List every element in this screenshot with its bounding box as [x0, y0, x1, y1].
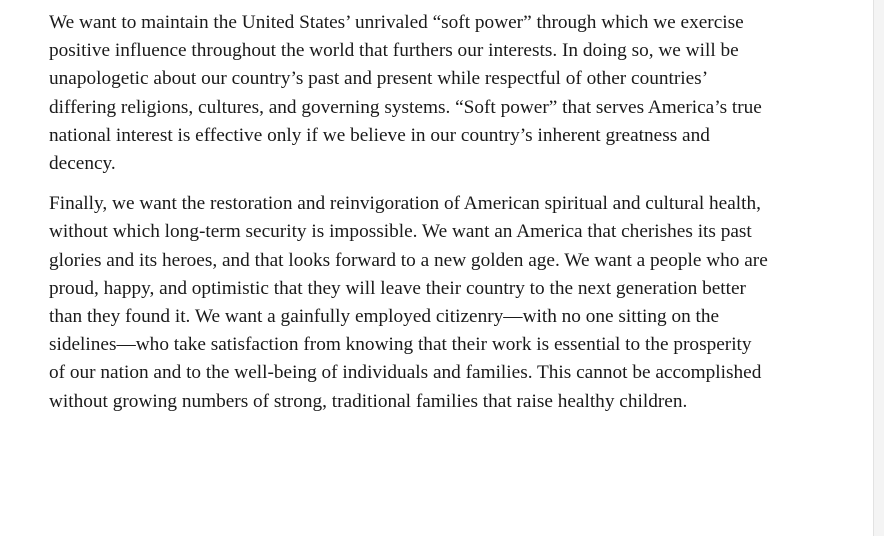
paragraph-cultural-health: Finally, we want the restoration and reinvigoration of American spiritual and cultural health, without which long-term security is impossible. We want an America that cherishes its past glories and its heroes, and that looks forward to a new golden age. We want a people who are proud, happy, and optimistic that they will leave their country to the next generation better than they found it. We want a gainfully employed citizenry—with no one sitting on the sidelines—who take satisfaction from knowing that their work is essential to the prosperity of our nation and to the well-being of individuals and families. This cannot be accomplished without growing numbers of strong, traditional families that raise healthy children.	[49, 193, 768, 412]
document-body	[49, 9, 769, 428]
paragraph-soft-power: We want to maintain the United States’ unrivaled “soft power” through which we exercise positive influence throughout the world that furthers our interests. In doing so, we will be unapologetic about our country’s past and present while respectful of other countries’ differing religions, cultures, and governing systems. “Soft power” that serves America’s true national interest is effective only if we believe in our country’s inherent greatness and decency.	[49, 12, 762, 175]
vertical-scrollbar[interactable]	[873, 0, 884, 536]
